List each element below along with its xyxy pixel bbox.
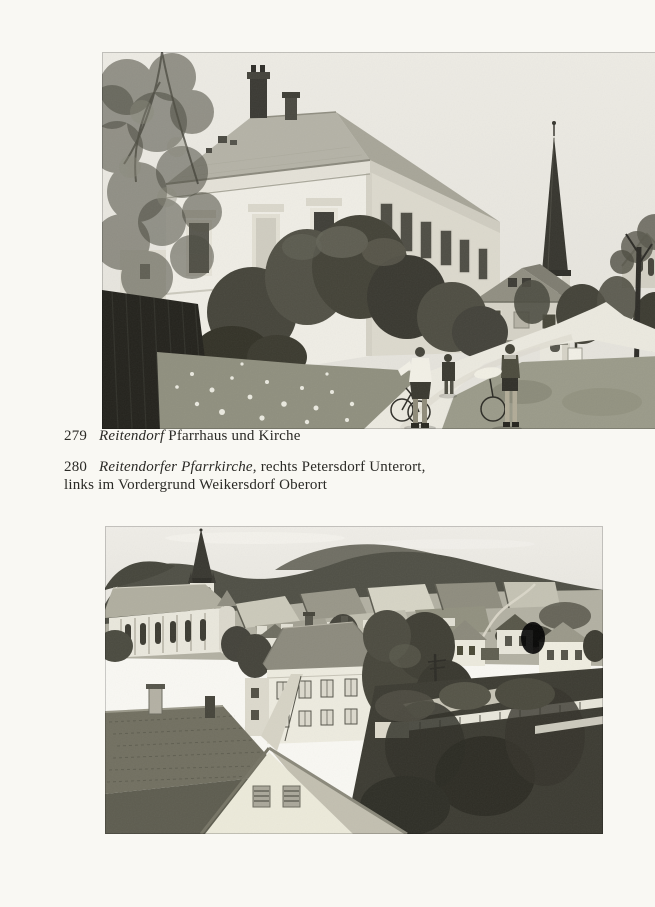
figure-title-italic: Reitendorf [99, 428, 165, 444]
figure-279-photo [102, 52, 655, 429]
figure-number: 280 [64, 459, 88, 475]
caption-280 [64, 458, 524, 494]
figure-title-rest: Pfarrhaus und Kirche [164, 428, 301, 444]
caption-line-1 [64, 458, 524, 476]
photo-279-illustration [102, 52, 655, 429]
figure-title-italic: Reitendorfer Pfarrkirche [99, 459, 253, 475]
figure-title-rest: , rechts Petersdorf Unterort, [252, 459, 426, 475]
figure-280-photo [105, 526, 603, 834]
photo-grain [105, 526, 603, 834]
caption-line-2: links im Vordergrund Weikersdorf Oberort [64, 477, 328, 493]
caption-279 [64, 427, 584, 445]
figure-number: 279 [64, 428, 88, 444]
photo-grain [102, 52, 655, 429]
photo-280-illustration [105, 526, 603, 834]
